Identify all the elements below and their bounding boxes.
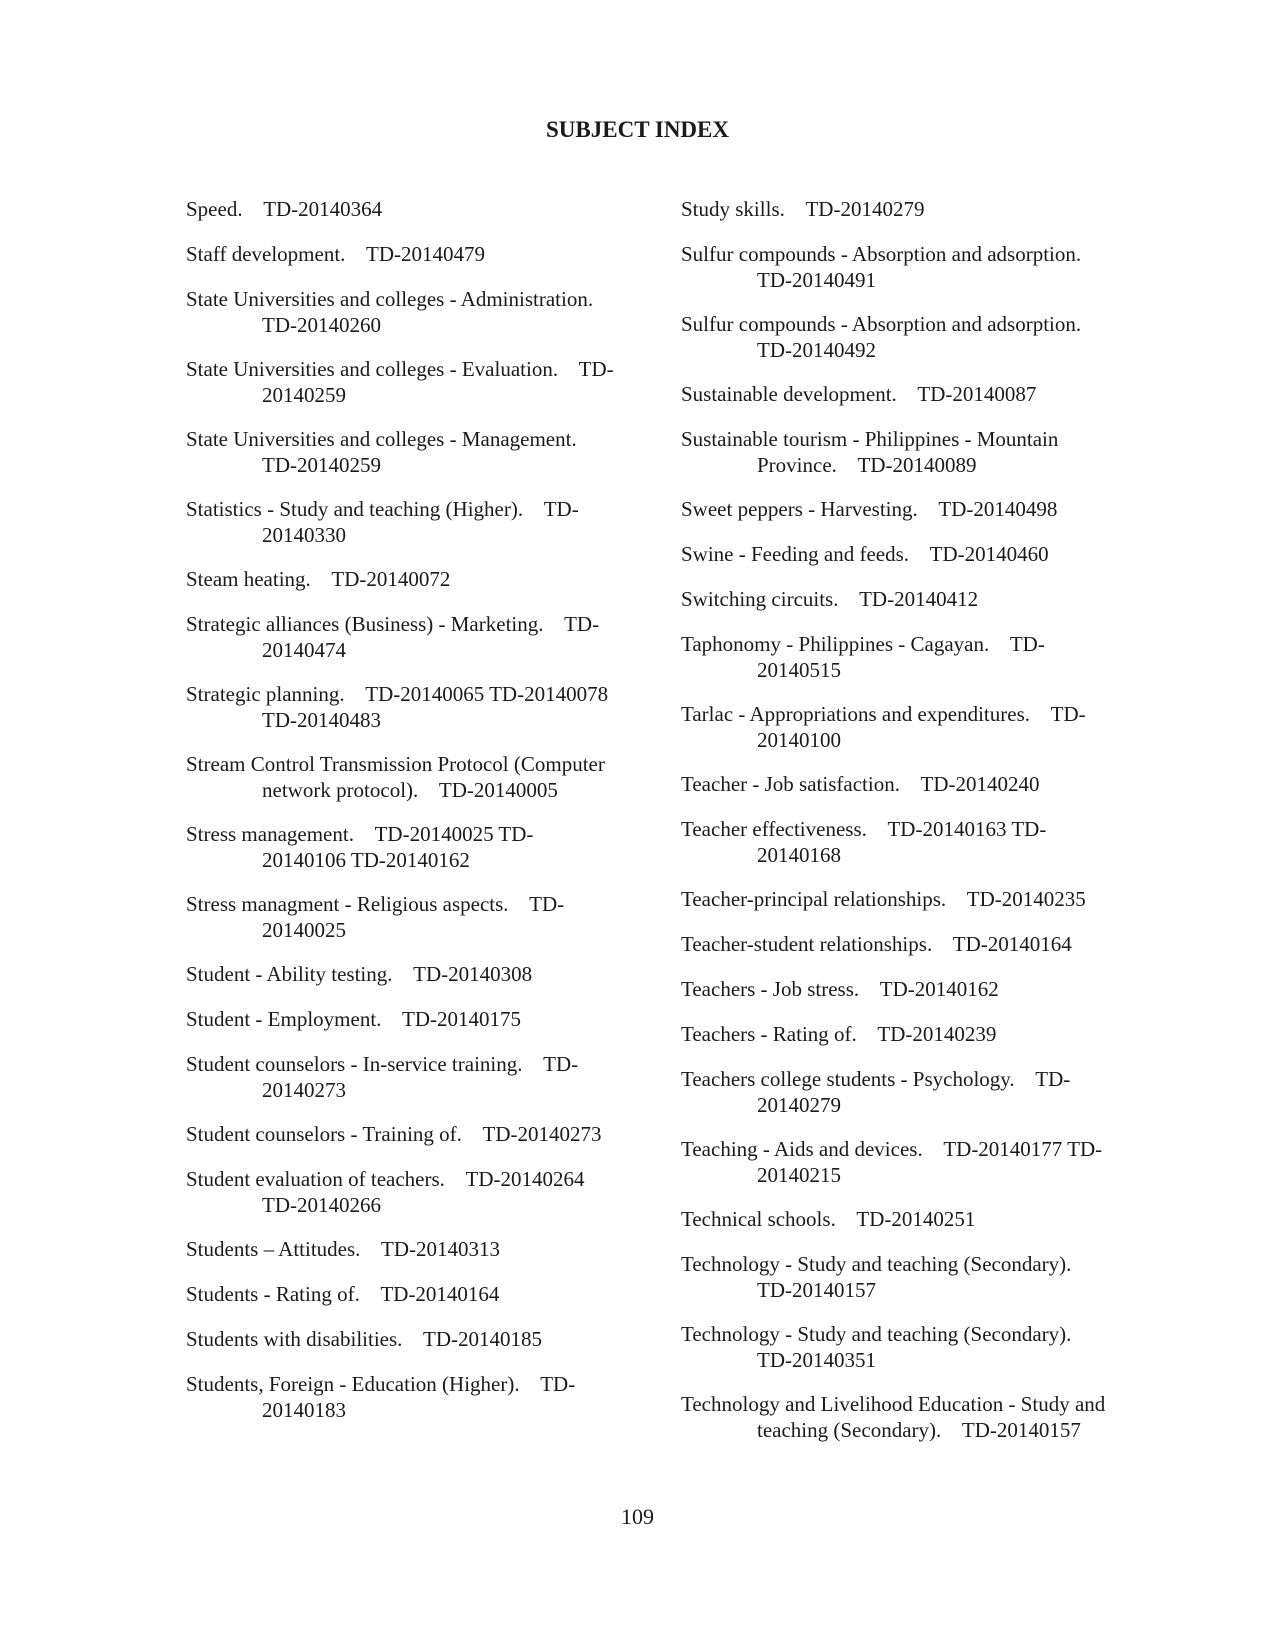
index-entry-heading: Stress management. TD-20140025 TD- xyxy=(186,822,534,846)
index-entry-continuation: TD-20140260 xyxy=(262,313,381,337)
index-entry-heading: Swine - Feeding and feeds. TD-20140460 xyxy=(681,542,1049,566)
index-entry-heading: Technology and Livelihood Education - Study and xyxy=(681,1392,1106,1416)
index-entry-heading: Speed. TD-20140364 xyxy=(186,197,383,221)
index-entry xyxy=(186,891,656,943)
index-entry xyxy=(186,1006,656,1032)
index-entry-heading: Students, Foreign - Education (Higher). TD- xyxy=(186,1372,576,1396)
index-entry xyxy=(681,976,1151,1002)
index-entry xyxy=(186,821,656,873)
index-entry xyxy=(186,681,656,733)
index-entry-heading: Technology - Study and teaching (Secondary). xyxy=(681,1322,1072,1346)
index-entry-heading: Students - Rating of. TD-20140164 xyxy=(186,1282,500,1306)
index-entry-heading: Students – Attitudes. TD-20140313 xyxy=(186,1237,501,1261)
index-entry-heading: Sulfur compounds - Absorption and adsorption. xyxy=(681,312,1082,336)
index-entry-heading: Strategic planning. TD-20140065 TD-20140078 xyxy=(186,682,609,706)
index-entry-heading: Statistics - Study and teaching (Higher). TD- xyxy=(186,497,579,521)
index-entry xyxy=(681,1251,1151,1303)
index-entry-heading: State Universities and colleges - Administration. xyxy=(186,287,594,311)
index-entry-heading: Stress managment - Religious aspects. TD- xyxy=(186,892,565,916)
index-entry-heading: Students with disabilities. TD-20140185 xyxy=(186,1327,543,1351)
index-entry xyxy=(186,1121,656,1147)
index-entry-continuation: TD-20140491 xyxy=(757,268,876,292)
index-entry-continuation: TD-20140351 xyxy=(757,1348,876,1372)
index-entry-continuation: TD-20140492 xyxy=(757,338,876,362)
index-entry-heading: Staff development. TD-20140479 xyxy=(186,242,486,266)
index-entry xyxy=(681,771,1151,797)
index-entry xyxy=(681,311,1151,363)
index-entry-heading: Student counselors - In-service training. TD- xyxy=(186,1052,579,1076)
index-entry-continuation: 20140183 xyxy=(262,1398,346,1422)
index-entry-heading: Student - Ability testing. TD-20140308 xyxy=(186,962,533,986)
index-entry xyxy=(681,1391,1151,1443)
index-entry xyxy=(681,496,1151,522)
index-entry xyxy=(681,586,1151,612)
index-entry-continuation: 20140474 xyxy=(262,638,346,662)
index-entry-heading: Sulfur compounds - Absorption and adsorption. xyxy=(681,242,1082,266)
index-entry xyxy=(186,496,656,548)
index-entry-continuation: 20140106 TD-20140162 xyxy=(262,848,470,872)
index-entry-heading: Sweet peppers - Harvesting. TD-20140498 xyxy=(681,497,1058,521)
index-entry xyxy=(186,1281,656,1307)
index-entry xyxy=(681,631,1151,683)
index-entry-heading: Teachers - Rating of. TD-20140239 xyxy=(681,1022,997,1046)
index-entry-continuation: network protocol). TD-20140005 xyxy=(262,778,558,802)
index-entry-continuation: 20140259 xyxy=(262,383,346,407)
index-entry-heading: Teachers - Job stress. TD-20140162 xyxy=(681,977,999,1001)
index-entry-continuation: 20140100 xyxy=(757,728,841,752)
index-entry xyxy=(681,541,1151,567)
index-entry xyxy=(186,356,656,408)
index-entry xyxy=(681,1136,1151,1188)
index-entry-heading: Teaching - Aids and devices. TD-20140177 TD- xyxy=(681,1137,1103,1161)
index-entry xyxy=(681,701,1151,753)
index-entry-heading: Study skills. TD-20140279 xyxy=(681,197,925,221)
index-entry-heading: Sustainable tourism - Philippines - Mountain xyxy=(681,427,1059,451)
index-entry-heading: Technology - Study and teaching (Secondary). xyxy=(681,1252,1072,1276)
index-entry xyxy=(681,196,1151,222)
index-entry-continuation: TD-20140259 xyxy=(262,453,381,477)
index-entry xyxy=(186,426,656,478)
index-entry-continuation: Province. TD-20140089 xyxy=(757,453,977,477)
index-entry-continuation: TD-20140157 xyxy=(757,1278,876,1302)
index-entry xyxy=(681,931,1151,957)
index-entry-heading: Taphonomy - Philippines - Cagayan. TD- xyxy=(681,632,1045,656)
index-entry xyxy=(186,611,656,663)
index-entry xyxy=(681,1206,1151,1232)
page-title: SUBJECT INDEX xyxy=(546,117,729,142)
index-entry-continuation: TD-20140483 xyxy=(262,708,381,732)
index-entry xyxy=(186,1326,656,1352)
index-entry-continuation: 20140273 xyxy=(262,1078,346,1102)
index-entry-heading: Tarlac - Appropriations and expenditures. TD- xyxy=(681,702,1086,726)
index-entry xyxy=(186,961,656,987)
index-entry xyxy=(186,1236,656,1262)
index-entry xyxy=(186,1371,656,1423)
index-entry-heading: Student evaluation of teachers. TD-20140264 xyxy=(186,1167,585,1191)
index-entry-heading: Teacher - Job satisfaction. TD-20140240 xyxy=(681,772,1040,796)
index-entry-continuation: 20140279 xyxy=(757,1093,841,1117)
index-entry-continuation: TD-20140266 xyxy=(262,1193,381,1217)
index-entry xyxy=(186,286,656,338)
index-entry-heading: Switching circuits. TD-20140412 xyxy=(681,587,979,611)
index-entry-continuation: 20140515 xyxy=(757,658,841,682)
index-entry-continuation: 20140330 xyxy=(262,523,346,547)
index-entry-heading: Teachers college students - Psychology. TD- xyxy=(681,1067,1071,1091)
index-entry xyxy=(681,886,1151,912)
index-entry-heading: Teacher-student relationships. TD-20140164 xyxy=(681,932,1072,956)
index-entry xyxy=(681,426,1151,478)
index-entry-heading: Teacher-principal relationships. TD-20140235 xyxy=(681,887,1086,911)
index-entry-heading: Student counselors - Training of. TD-20140273 xyxy=(186,1122,602,1146)
index-entry-heading: Teacher effectiveness. TD-20140163 TD- xyxy=(681,817,1047,841)
index-entry xyxy=(186,241,656,267)
page-number: 109 xyxy=(621,1504,654,1529)
index-entry xyxy=(681,1021,1151,1047)
index-entry xyxy=(186,196,656,222)
index-entry xyxy=(681,1066,1151,1118)
index-entry-heading: Stream Control Transmission Protocol (Computer xyxy=(186,752,605,776)
index-entry xyxy=(186,1166,656,1218)
index-entry-continuation: 20140025 xyxy=(262,918,346,942)
index-entry-continuation: 20140168 xyxy=(757,843,841,867)
index-entry xyxy=(681,816,1151,868)
index-entry xyxy=(186,1051,656,1103)
index-entry-heading: Technical schools. TD-20140251 xyxy=(681,1207,976,1231)
index-entry-heading: State Universities and colleges - Evaluation. TD- xyxy=(186,357,614,381)
index-entry xyxy=(681,1321,1151,1373)
index-entry-heading: State Universities and colleges - Management. xyxy=(186,427,577,451)
index-entry-heading: Strategic alliances (Business) - Marketing. TD- xyxy=(186,612,600,636)
index-entry-continuation: 20140215 xyxy=(757,1163,841,1187)
index-entry xyxy=(186,751,656,803)
index-entry-heading: Student - Employment. TD-20140175 xyxy=(186,1007,522,1031)
index-entry-heading: Sustainable development. TD-20140087 xyxy=(681,382,1037,406)
index-entry-continuation: teaching (Secondary). TD-20140157 xyxy=(757,1418,1081,1442)
index-entry xyxy=(681,241,1151,293)
index-entry xyxy=(186,566,656,592)
index-entry xyxy=(681,381,1151,407)
index-entry-heading: Steam heating. TD-20140072 xyxy=(186,567,451,591)
